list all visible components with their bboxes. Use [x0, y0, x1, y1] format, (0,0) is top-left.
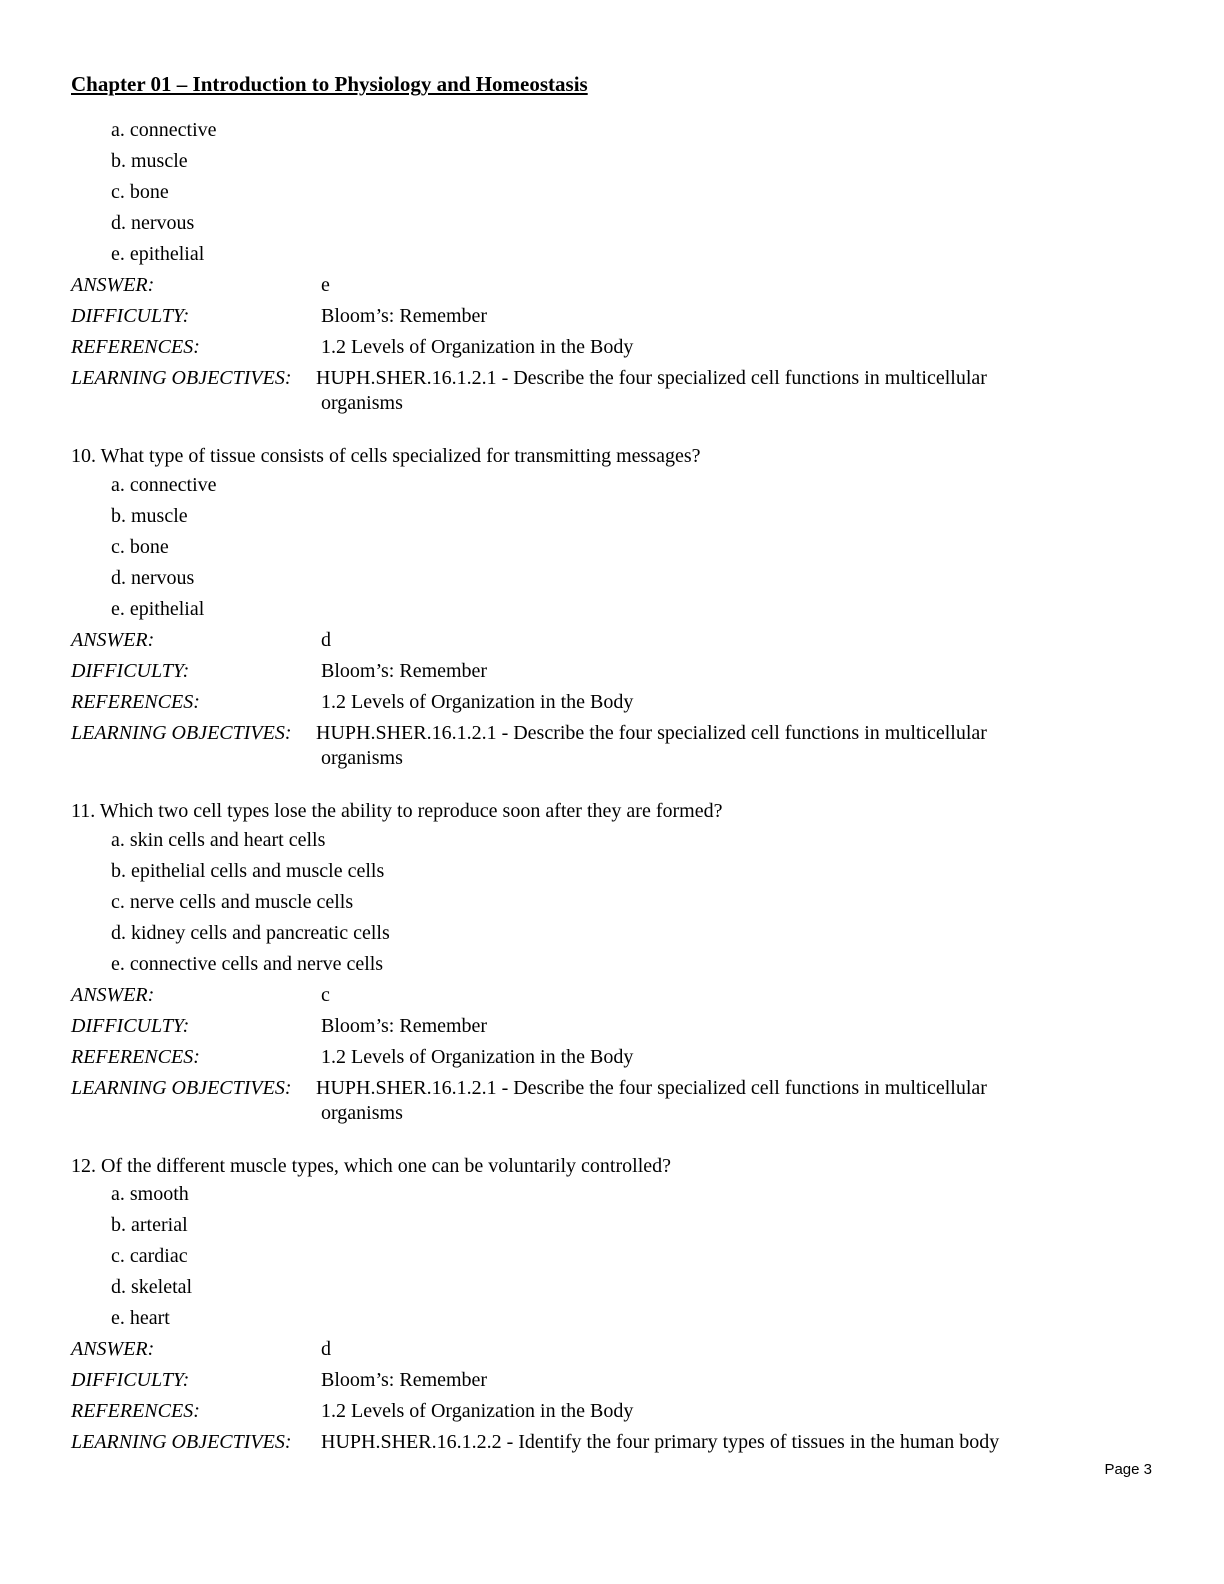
difficulty-value: Bloom’s: Remember — [321, 1015, 488, 1037]
option-b: b. muscle — [111, 505, 188, 527]
difficulty-label: DIFFICULTY: — [71, 1015, 190, 1037]
option-c: c. bone — [111, 536, 169, 558]
option-e: e. epithelial — [111, 243, 205, 265]
answer-label: ANSWER: — [71, 629, 155, 651]
learning-objectives-value: HUPH.SHER.16.1.2.2 - Identify the four primary types of tissues in the human body — [321, 1431, 1000, 1453]
option-b: b. muscle — [111, 150, 188, 172]
option-e: e. heart — [111, 1307, 170, 1329]
answer-label: ANSWER: — [71, 274, 155, 296]
difficulty-label: DIFFICULTY: — [71, 660, 190, 682]
references-label: REFERENCES: — [71, 691, 200, 713]
learning-objectives-label: LEARNING OBJECTIVES: — [71, 1077, 292, 1099]
references-value: 1.2 Levels of Organization in the Body — [321, 1400, 634, 1422]
option-c: c. nerve cells and muscle cells — [111, 891, 354, 913]
option-b: b. epithelial cells and muscle cells — [111, 860, 385, 882]
answer-label: ANSWER: — [71, 984, 155, 1006]
learning-objectives-label: LEARNING OBJECTIVES: — [71, 367, 292, 389]
answer-value: d — [321, 1338, 331, 1360]
references-value: 1.2 Levels of Organization in the Body — [321, 336, 634, 358]
option-a: a. connective — [111, 119, 217, 141]
learning-objectives-value: HUPH.SHER.16.1.2.1 - Describe the four specialized cell functions in multicellular — [316, 722, 987, 744]
option-a: a. skin cells and heart cells — [111, 829, 326, 851]
references-value: 1.2 Levels of Organization in the Body — [321, 691, 634, 713]
option-d: d. nervous — [111, 212, 195, 234]
option-e: e. epithelial — [111, 598, 205, 620]
answer-value: c — [321, 984, 330, 1006]
answer-value: d — [321, 629, 331, 651]
option-c: c. bone — [111, 181, 169, 203]
page-title: Chapter 01 – Introduction to Physiology and Homeostasis — [71, 72, 588, 96]
answer-value: e — [321, 274, 330, 296]
learning-objectives-label: LEARNING OBJECTIVES: — [71, 1431, 292, 1453]
difficulty-value: Bloom’s: Remember — [321, 660, 488, 682]
question-12: 12. Of the different muscle types, which one can be voluntarily controlled? — [71, 1155, 671, 1177]
learning-objectives-label: LEARNING OBJECTIVES: — [71, 722, 292, 744]
learning-objectives-value-cont: organisms — [321, 1102, 403, 1124]
option-e: e. connective cells and nerve cells — [111, 953, 384, 975]
option-d: d. kidney cells and pancreatic cells — [111, 922, 390, 944]
learning-objectives-value-cont: organisms — [321, 747, 403, 769]
option-a: a. connective — [111, 474, 217, 496]
difficulty-label: DIFFICULTY: — [71, 305, 190, 327]
question-11: 11. Which two cell types lose the ability to reproduce soon after they are formed? — [71, 800, 723, 822]
difficulty-value: Bloom’s: Remember — [321, 305, 488, 327]
references-label: REFERENCES: — [71, 336, 200, 358]
learning-objectives-value: HUPH.SHER.16.1.2.1 - Describe the four specialized cell functions in multicellular — [316, 1077, 987, 1099]
answer-label: ANSWER: — [71, 1338, 155, 1360]
option-c: c. cardiac — [111, 1245, 188, 1267]
option-a: a. smooth — [111, 1183, 189, 1205]
option-b: b. arterial — [111, 1214, 188, 1236]
page-number: Page 3 — [1104, 1461, 1152, 1478]
option-d: d. skeletal — [111, 1276, 193, 1298]
difficulty-value: Bloom’s: Remember — [321, 1369, 488, 1391]
references-label: REFERENCES: — [71, 1400, 200, 1422]
difficulty-label: DIFFICULTY: — [71, 1369, 190, 1391]
references-value: 1.2 Levels of Organization in the Body — [321, 1046, 634, 1068]
learning-objectives-value-cont: organisms — [321, 392, 403, 414]
references-label: REFERENCES: — [71, 1046, 200, 1068]
question-10: 10. What type of tissue consists of cells specialized for transmitting messages? — [71, 445, 701, 467]
option-d: d. nervous — [111, 567, 195, 589]
learning-objectives-value: HUPH.SHER.16.1.2.1 - Describe the four specialized cell functions in multicellular — [316, 367, 987, 389]
